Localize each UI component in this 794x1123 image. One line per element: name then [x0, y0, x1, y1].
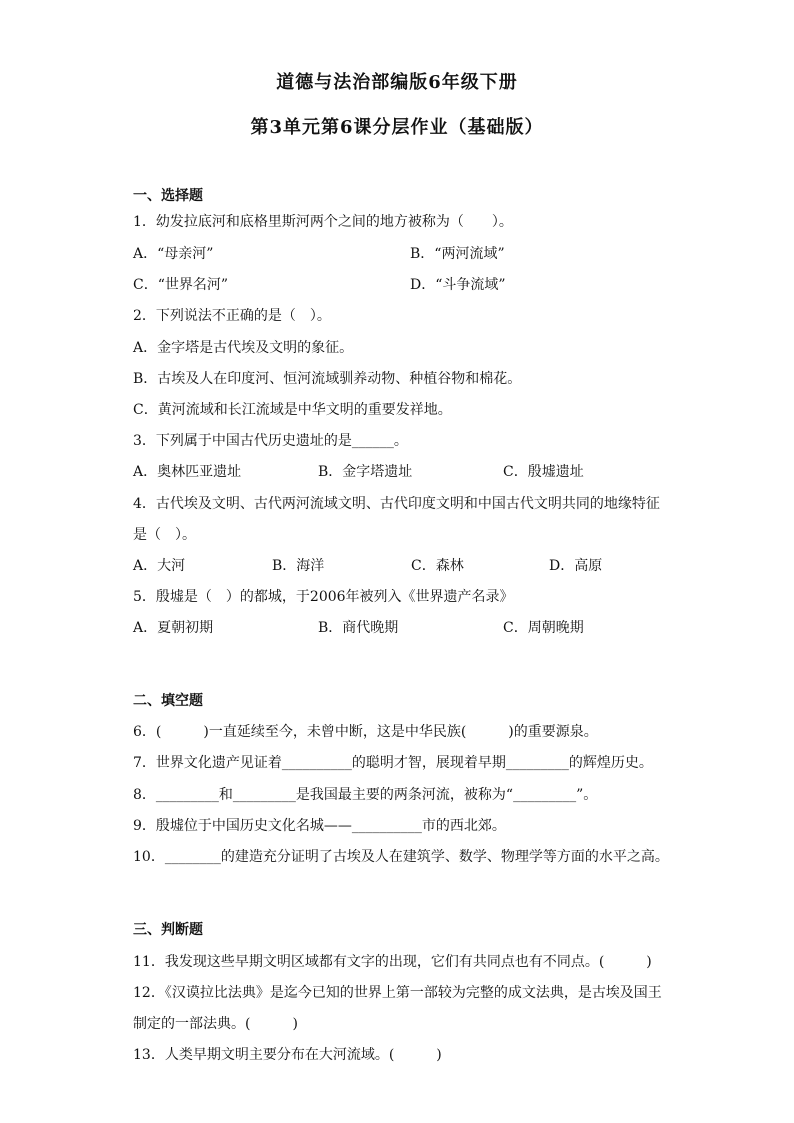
- section-heading-choice: 一、选择题: [133, 188, 203, 204]
- question-4-option-c: C．森林: [411, 558, 464, 574]
- question-4-stem-line1: 4．古代埃及文明、古代两河流域文明、古代印度文明和中国古代文明共同的地缘特征: [133, 496, 660, 512]
- question-3-option-b: B．金字塔遗址: [318, 464, 413, 480]
- question-4-option-a: A．大河: [133, 558, 186, 574]
- document-title: 道德与法治部编版6年级下册: [276, 72, 518, 93]
- question-3-option-a: A．奥林匹亚遗址: [133, 464, 242, 480]
- question-2-option-b: B．古埃及人在印度河、恒河流域驯养动物、种植谷物和棉花。: [133, 371, 522, 387]
- question-7: 7．世界文化遗产见证着__________的聪明才智，展现着早期_________的辉煌历史。: [133, 755, 653, 771]
- question-1-option-d: D．“斗争流域”: [410, 277, 506, 293]
- question-2-option-a: A．金字塔是古代埃及文明的象征。: [133, 340, 354, 356]
- question-4-option-b: B．海洋: [272, 558, 325, 574]
- question-5-option-b: B．商代晚期: [318, 620, 399, 636]
- question-2-stem: 2．下列说法不正确的是（ ）。: [133, 308, 331, 324]
- question-6: 6．( )一直延续至今，未曾中断，这是中华民族( )的重要源泉。: [133, 724, 598, 740]
- question-9: 9．殷墟位于中国历史文化名城——__________市的西北郊。: [133, 818, 506, 834]
- question-1-option-c: C．“世界名河”: [133, 277, 229, 293]
- question-3-option-c: C．殷墟遗址: [503, 464, 584, 480]
- question-8: 8．_________和_________是我国最主要的两条河流，被称为“_________”。: [133, 787, 598, 803]
- section-heading-judge: 三、判断题: [133, 922, 203, 938]
- question-2-option-c: C．黄河流域和长江流域是中华文明的重要发祥地。: [133, 402, 452, 418]
- section-heading-fill: 二、填空题: [133, 693, 203, 709]
- question-3-stem: 3．下列属于中国古代历史遗址的是______。: [133, 433, 408, 449]
- question-13: 13．人类早期文明主要分布在大河流域。( ): [133, 1047, 442, 1063]
- question-5-option-c: C．周朝晚期: [503, 620, 584, 636]
- question-1-stem: 1．幼发拉底河和底格里斯河两个之间的地方被称为（ ）。: [133, 214, 513, 230]
- question-12-line1: 12．《汉谟拉比法典》是迄今已知的世界上第一部较为完整的成文法典，是古埃及国王: [133, 985, 662, 1001]
- question-5-stem: 5．殷墟是（ ）的都城，于2006年被列入《世界遗产名录》: [133, 589, 514, 605]
- question-4-stem-line2: 是（ ）。: [133, 527, 196, 543]
- question-10: 10．________的建造充分证明了古埃及人在建筑学、数学、物理学等方面的水平之高。: [133, 849, 669, 865]
- question-5-option-a: A．夏朝初期: [133, 620, 214, 636]
- question-11: 11．我发现这些早期文明区域都有文字的出现，它们有共同点也有不同点。( ): [133, 954, 652, 970]
- document-subtitle: 第3单元第6课分层作业（基础版）: [250, 117, 544, 138]
- question-4-option-d: D．高原: [549, 558, 603, 574]
- question-12-line2: 制定的一部法典。( ): [133, 1016, 298, 1032]
- question-1-option-b: B．“两河流域”: [410, 246, 505, 262]
- question-1-option-a: A．“母亲河”: [133, 246, 214, 262]
